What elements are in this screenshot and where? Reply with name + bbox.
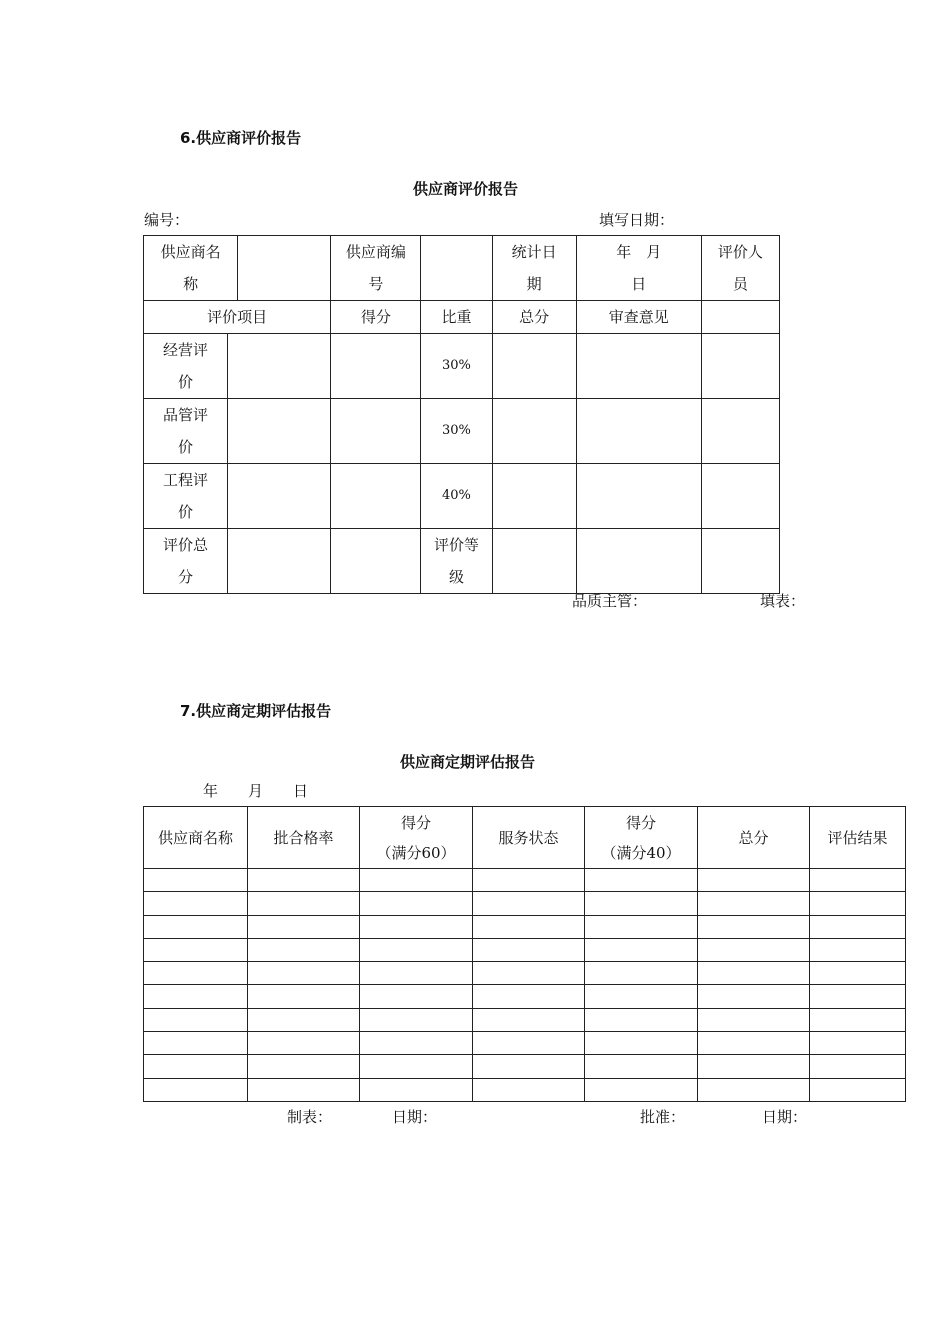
col-service-status: 服务状态 — [473, 807, 585, 869]
table-cell[interactable] — [248, 1008, 360, 1031]
table-cell[interactable] — [360, 892, 473, 915]
approve-label: 批准： — [640, 1108, 686, 1126]
table-cell[interactable] — [248, 869, 360, 892]
table-cell[interactable] — [585, 915, 698, 938]
table-cell[interactable] — [698, 985, 810, 1008]
weight-value: 30% — [421, 399, 492, 464]
table-row — [144, 962, 906, 985]
grade-label: 评价等 级 — [421, 529, 492, 594]
table-row — [144, 915, 906, 938]
col-result: 评估结果 — [810, 807, 906, 869]
table-cell[interactable] — [248, 915, 360, 938]
table-cell[interactable] — [698, 1008, 810, 1031]
col-evaluation-item: 评价项目 — [144, 301, 331, 334]
table-cell[interactable] — [473, 1032, 585, 1055]
table-cell[interactable] — [810, 892, 906, 915]
evaluator-value[interactable] — [701, 301, 779, 334]
table-cell[interactable] — [360, 1078, 473, 1101]
table-cell[interactable] — [810, 915, 906, 938]
table-cell[interactable] — [248, 962, 360, 985]
weight-value: 40% — [421, 464, 492, 529]
table-cell[interactable] — [473, 1055, 585, 1078]
supplier-no-header: 供应商编 号 — [331, 236, 421, 301]
table-cell[interactable] — [248, 938, 360, 961]
table-cell[interactable] — [698, 1032, 810, 1055]
col-pass-rate: 批合格率 — [248, 807, 360, 869]
table-cell[interactable] — [698, 869, 810, 892]
table-cell[interactable] — [144, 915, 248, 938]
table-cell[interactable] — [810, 1078, 906, 1101]
table-cell[interactable] — [144, 1078, 248, 1101]
table-row — [144, 399, 780, 464]
table-cell[interactable] — [473, 892, 585, 915]
date-label-1: 日期： — [392, 1108, 438, 1126]
table-row — [144, 985, 906, 1008]
table-cell[interactable] — [144, 892, 248, 915]
col-review: 审查意见 — [576, 301, 701, 334]
table-cell[interactable] — [698, 1055, 810, 1078]
table-cell[interactable] — [360, 938, 473, 961]
table-cell[interactable] — [698, 1078, 810, 1101]
periodic-evaluation-table — [143, 806, 906, 1102]
maker-label: 制表： — [287, 1108, 333, 1126]
table-cell[interactable] — [585, 892, 698, 915]
total-label: 评价总 分 — [144, 529, 228, 594]
row-label: 经营评 价 — [144, 334, 228, 399]
table-cell[interactable] — [144, 985, 248, 1008]
filler-label: 填表： — [760, 592, 806, 610]
table-cell[interactable] — [810, 869, 906, 892]
table-cell[interactable] — [248, 985, 360, 1008]
table-cell[interactable] — [360, 1032, 473, 1055]
table-cell[interactable] — [585, 869, 698, 892]
supplier-name-value[interactable] — [238, 236, 331, 301]
section6-title: 供应商评价报告 — [413, 180, 519, 198]
stat-date-value[interactable]: 年 月 日 — [576, 236, 701, 301]
table-row — [144, 892, 906, 915]
table-cell[interactable] — [810, 1032, 906, 1055]
table-cell[interactable] — [360, 962, 473, 985]
table-cell[interactable] — [248, 1032, 360, 1055]
table-cell[interactable] — [473, 985, 585, 1008]
col-weight: 比重 — [421, 301, 492, 334]
table-cell[interactable] — [698, 892, 810, 915]
section7-title: 供应商定期评估报告 — [400, 753, 536, 771]
table-cell[interactable] — [360, 1055, 473, 1078]
table-cell[interactable] — [810, 1008, 906, 1031]
table-cell[interactable] — [144, 869, 248, 892]
table-cell[interactable] — [810, 1055, 906, 1078]
table-cell[interactable] — [473, 1008, 585, 1031]
table-cell[interactable] — [698, 915, 810, 938]
section7-heading: 7.供应商定期评估报告 — [180, 702, 332, 720]
table-cell[interactable] — [810, 962, 906, 985]
table-cell[interactable] — [248, 892, 360, 915]
table-cell[interactable] — [473, 938, 585, 961]
evaluator-header: 评价人 员 — [701, 236, 779, 301]
col-score-40: 得分 （满分40） — [585, 807, 698, 869]
table-cell[interactable] — [473, 915, 585, 938]
table-cell[interactable] — [810, 938, 906, 961]
table-cell[interactable] — [585, 1032, 698, 1055]
table-cell[interactable] — [698, 962, 810, 985]
table-cell[interactable] — [144, 1055, 248, 1078]
table-cell[interactable] — [360, 985, 473, 1008]
table-cell[interactable] — [360, 915, 473, 938]
table-row — [144, 1008, 906, 1031]
table-cell[interactable] — [248, 1078, 360, 1101]
table-cell[interactable] — [585, 1008, 698, 1031]
col-total: 总分 — [492, 301, 576, 334]
table-row — [144, 1078, 906, 1101]
table-cell[interactable] — [473, 962, 585, 985]
fill-date-label: 填写日期： — [599, 211, 675, 229]
section6-heading: 6.供应商评价报告 — [180, 129, 302, 147]
table-cell[interactable] — [144, 1008, 248, 1031]
table-cell[interactable] — [360, 1008, 473, 1031]
weight-value: 30% — [421, 334, 492, 399]
supplier-no-value[interactable] — [421, 236, 492, 301]
stat-date-header: 统计日 期 — [492, 236, 576, 301]
table-cell[interactable] — [585, 938, 698, 961]
table-cell[interactable] — [585, 1078, 698, 1101]
col-total: 总分 — [698, 807, 810, 869]
table-cell[interactable] — [144, 938, 248, 961]
col-score: 得分 — [331, 301, 421, 334]
col-score-60: 得分 （满分60） — [360, 807, 473, 869]
table-row — [144, 464, 780, 529]
table-row — [144, 529, 780, 594]
table-cell[interactable] — [473, 1078, 585, 1101]
qa-manager-label: 品质主管： — [572, 592, 648, 610]
table-cell[interactable] — [810, 985, 906, 1008]
table-cell[interactable] — [473, 869, 585, 892]
table-cell[interactable] — [585, 962, 698, 985]
table-row — [144, 938, 906, 961]
supplier-name-header: 供应商名 称 — [144, 236, 238, 301]
table-cell[interactable] — [360, 869, 473, 892]
table-cell[interactable] — [144, 1032, 248, 1055]
number-label: 编号： — [144, 211, 190, 229]
report-date-line: 年 月 日 — [203, 782, 309, 800]
table-cell[interactable] — [585, 1055, 698, 1078]
table-row — [144, 1032, 906, 1055]
table-cell[interactable] — [698, 938, 810, 961]
table-cell[interactable] — [248, 1055, 360, 1078]
col-supplier-name: 供应商名称 — [144, 807, 248, 869]
table-row — [144, 1055, 906, 1078]
table-cell[interactable] — [144, 962, 248, 985]
table-cell[interactable] — [585, 985, 698, 1008]
row-label: 品管评 价 — [144, 399, 228, 464]
date-label-2: 日期： — [762, 1108, 808, 1126]
row-label: 工程评 价 — [144, 464, 228, 529]
supplier-evaluation-table — [143, 235, 780, 594]
table-row — [144, 334, 780, 399]
table-row — [144, 869, 906, 892]
